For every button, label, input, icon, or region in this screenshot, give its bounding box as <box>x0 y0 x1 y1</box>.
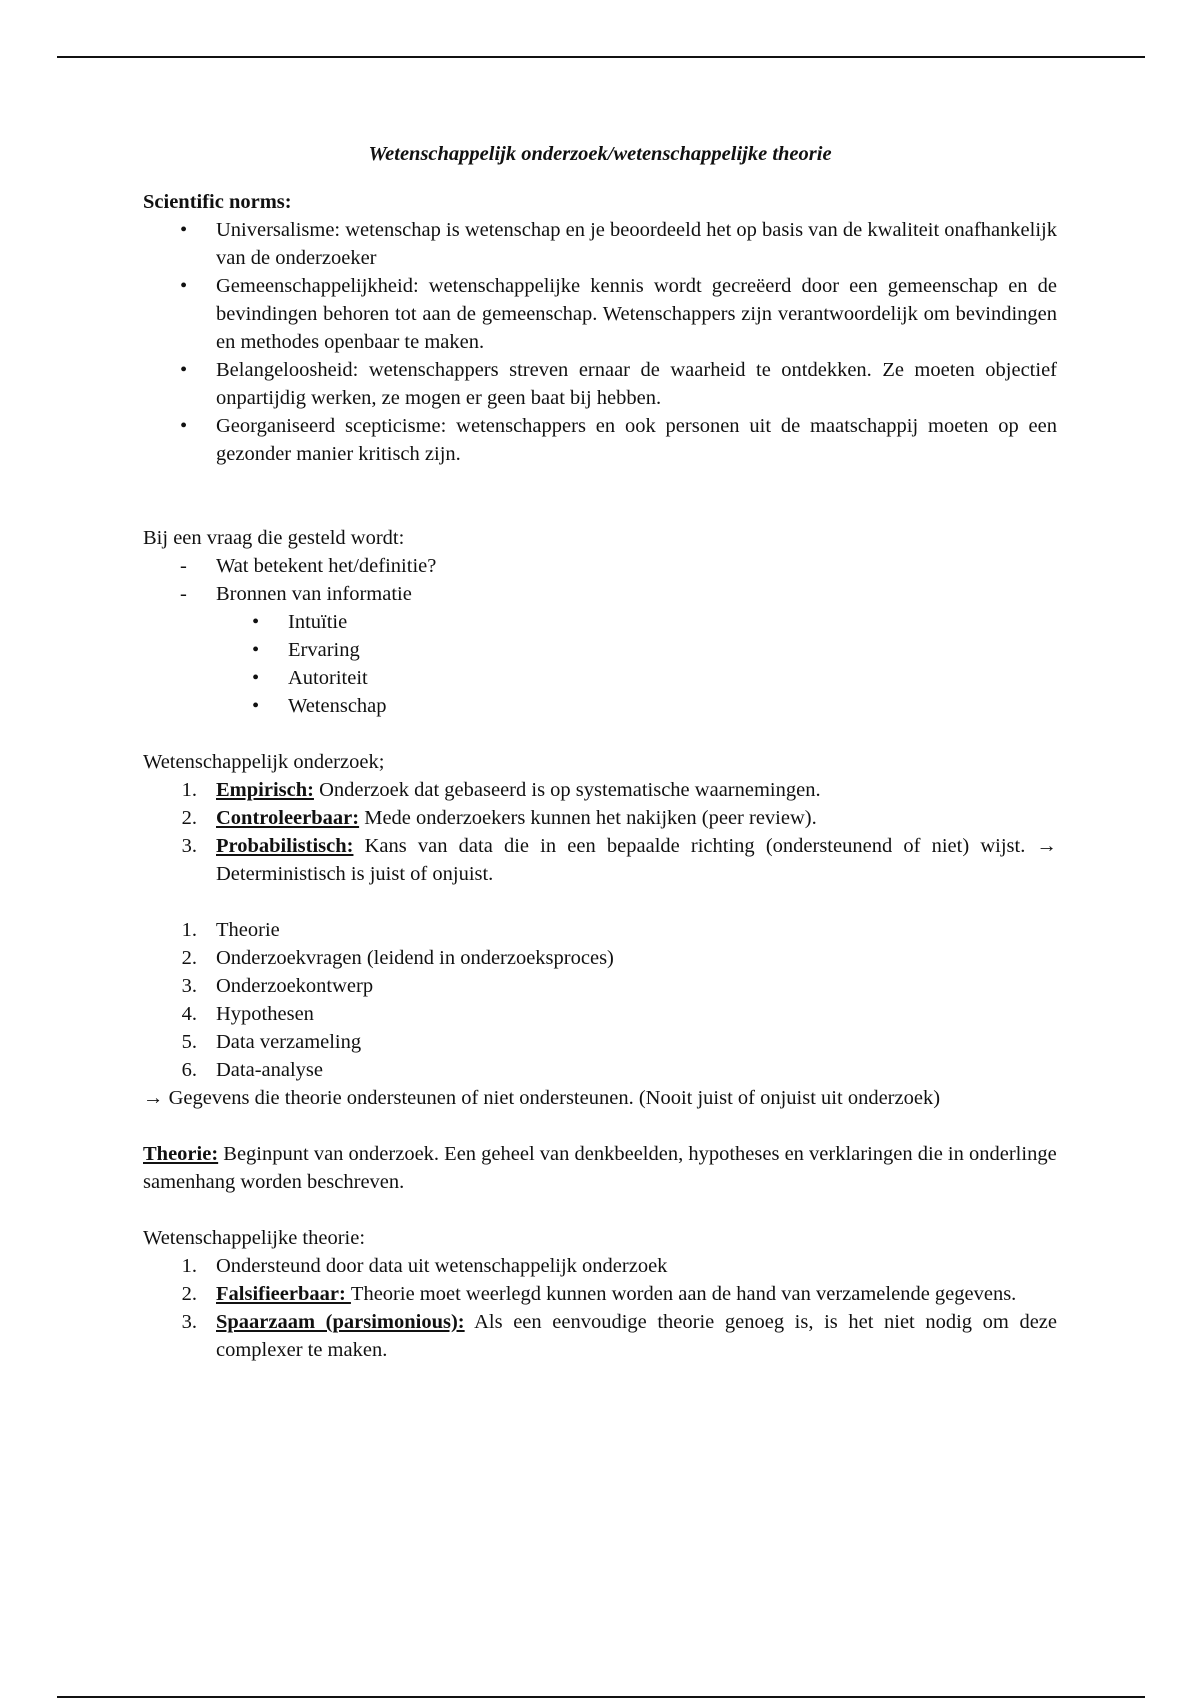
list-item: 5. Data verzameling <box>181 1031 362 1053</box>
bullet-icon: • <box>252 695 260 717</box>
list-item: • Ervaring <box>143 636 1057 664</box>
bullet-icon: • <box>180 219 188 241</box>
question-intro: Bij een vraag die gesteld wordt: <box>143 527 405 549</box>
list-item: 3. Onderzoekontwerp <box>181 975 374 997</box>
question-list <box>143 552 1057 608</box>
list-item: 1. Empirisch: Onderzoek dat gebaseerd is op systematische waarnemingen. <box>181 779 821 801</box>
bullet-icon: • <box>180 275 188 297</box>
top-rule <box>57 56 1145 58</box>
list-item: 3. Spaarzaam (parsimonious): Als een eenvoudige theorie genoeg is, is het niet nodig om deze complexer te maken. <box>181 1311 1057 1361</box>
bullet-icon: • <box>252 611 260 633</box>
list-item: 6. Data-analyse <box>181 1059 323 1081</box>
list-item: 2. Falsifieerbaar: Theorie moet weerlegd kunnen worden aan de hand van verzamelende gegevens. <box>181 1283 1017 1305</box>
document-body <box>143 140 1057 1364</box>
steps-list <box>143 916 1057 1084</box>
list-item: 2. Onderzoekvragen (leidend in onderzoeksproces) <box>181 947 614 969</box>
list-item: 4. Hypothesen <box>181 1003 314 1025</box>
dash-icon: - <box>180 583 187 605</box>
list-item: - Bronnen van informatie <box>143 580 1057 608</box>
page-title: Wetenschappelijk onderzoek/wetenschappelijke theorie <box>368 143 832 165</box>
dash-icon: - <box>180 555 187 577</box>
list-item: 1. Ondersteund door data uit wetenschappelijk onderzoek <box>181 1255 668 1277</box>
bullet-icon: • <box>180 415 188 437</box>
bullet-icon: • <box>252 667 260 689</box>
sources-list <box>143 608 1057 720</box>
bullet-icon: • <box>180 359 188 381</box>
research-intro: Wetenschappelijk onderzoek; <box>143 751 385 773</box>
norms-heading: Scientific norms: <box>143 191 292 213</box>
theory-definition: Theorie: Beginpunt van onderzoek. Een geheel van denkbeelden, hypotheses en verklaringen die in onderlinge samenhang worden beschreven. <box>143 1143 1057 1193</box>
list-item: 2. Controleerbaar: Mede onderzoekers kunnen het nakijken (peer review). <box>181 807 817 829</box>
bullet-icon: • <box>252 639 260 661</box>
list-item: • Wetenschap <box>143 692 1057 720</box>
list-item: • Universalisme: wetenschap is wetenschap en je beoordeeld het op basis van de kwaliteit onafhankelijk van de onderzoeker <box>143 216 1057 272</box>
bottom-rule <box>57 1696 1145 1698</box>
norms-list <box>143 216 1057 468</box>
sci-theory-intro: Wetenschappelijke theorie: <box>143 1227 366 1249</box>
list-item: • Georganiseerd scepticisme: wetenschappers en ook personen uit de maatschappij moeten op een gezonder manier kritisch zijn. <box>143 412 1057 468</box>
list-item: - Wat betekent het/definitie? <box>143 552 1057 580</box>
sci-theory-list <box>143 1252 1057 1364</box>
list-item: 3. Probabilistisch: Kans van data die in een bepaalde richting (ondersteunend of niet) wijst. → Deterministisch is juist of onjuist. <box>181 835 1057 885</box>
list-item: • Gemeenschappelijkheid: wetenschappelijke kennis wordt gecreëerd door een gemeenschap en de bevindingen behoren tot aan de gemeenschap. Wetenschappers zijn verantwoordelijk om bevindingen en methodes openbaar te maken. <box>143 272 1057 356</box>
list-item: 1. Theorie <box>181 919 280 941</box>
list-item: • Intuïtie <box>143 608 1057 636</box>
list-item: • Autoriteit <box>143 664 1057 692</box>
research-list <box>143 776 1057 888</box>
list-item: • Belangeloosheid: wetenschappers streven ernaar de waarheid te ontdekken. Ze moeten objectief onpartijdig werken, ze mogen er geen baat bij hebben. <box>143 356 1057 412</box>
steps-conclusion: → Gegevens die theorie ondersteunen of niet ondersteunen. (Nooit juist of onjuist uit onderzoek) <box>143 1087 941 1109</box>
